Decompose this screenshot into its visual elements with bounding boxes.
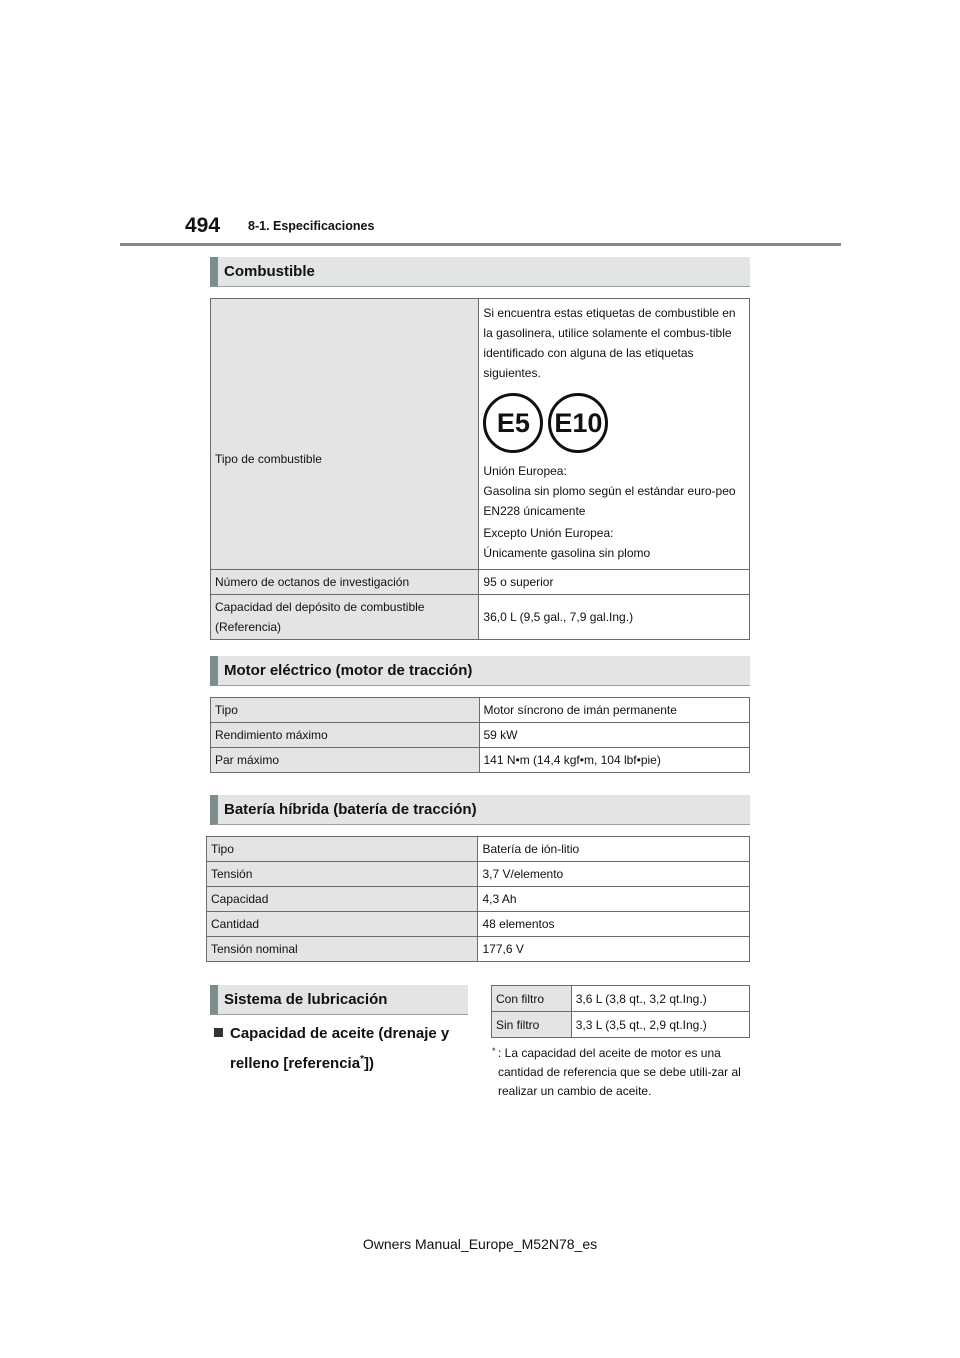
fuel-type-value: [479, 299, 750, 570]
oil-title-line2-post: ]): [363, 1055, 374, 1072]
octane-value: 95 o superior: [479, 570, 750, 595]
battery-nominal-voltage-label: Tensión nominal: [207, 937, 478, 962]
bullet-square-icon: [214, 1028, 223, 1037]
oil-footnote: [492, 1044, 748, 1101]
table-row: [492, 986, 750, 1012]
motor-power-label: Rendimiento máximo: [211, 723, 480, 748]
non-eu-title: Excepto Unión Europea:: [483, 526, 614, 540]
header-divider: [120, 243, 841, 246]
motor-torque-label: Par máximo: [211, 748, 480, 773]
battery-capacity-label: Capacidad: [207, 887, 478, 912]
tank-label: [211, 595, 479, 640]
fuel-table: [210, 298, 750, 640]
e5-label-icon: E5: [483, 393, 543, 453]
table-row: [207, 887, 750, 912]
table-row: [211, 299, 750, 570]
fuel-type-label-text: Tipo de combustible: [215, 452, 322, 466]
table-row: [207, 862, 750, 887]
section-title: 8-1. Especificaciones: [248, 219, 375, 233]
oil-capacity-title-line1: [214, 1021, 449, 1047]
battery-type-label: Tipo: [207, 837, 478, 862]
table-row: [211, 723, 750, 748]
e10-label-icon: E10: [548, 393, 608, 453]
motor-type-value: Motor síncrono de imán permanente: [479, 698, 750, 723]
oil-without-filter-value: 3,3 L (3,5 qt., 2,9 qt.Ing.): [571, 1012, 749, 1038]
fuel-type-label: [211, 299, 479, 570]
page-number: 494: [185, 214, 221, 237]
eu-text: Gasolina sin plomo según el estándar euro-peo EN228 únicamente: [483, 484, 736, 518]
octane-label: Número de octanos de investigación: [211, 570, 479, 595]
fuel-heading-text: Combustible: [224, 263, 315, 280]
oil-title-line2-pre: relleno [referencia: [230, 1055, 361, 1072]
battery-voltage-label: Tensión: [207, 862, 478, 887]
battery-capacity-value: 4,3 Ah: [478, 887, 750, 912]
battery-nominal-voltage-value: 177,6 V: [478, 937, 750, 962]
battery-quantity-value: 48 elementos: [478, 912, 750, 937]
battery-heading: [210, 795, 750, 825]
motor-power-value: 59 kW: [479, 723, 750, 748]
table-row: [207, 912, 750, 937]
oil-capacity-title: [214, 1021, 449, 1077]
motor-heading: [210, 656, 750, 686]
non-eu-text: Únicamente gasolina sin plomo: [483, 546, 651, 560]
footnote-text: : La capacidad del aceite de motor es una cantidad de referencia que se debe utili-zar al realizar un cambio de aceite.: [498, 1046, 741, 1098]
fuel-heading: [210, 257, 750, 287]
fuel-label-badges: [483, 393, 745, 453]
table-row: [211, 748, 750, 773]
motor-type-label: Tipo: [211, 698, 480, 723]
oil-table: [491, 985, 750, 1038]
motor-torque-value: 141 N•m (14,4 kgf•m, 104 lbf•pie): [479, 748, 750, 773]
motor-heading-text: Motor eléctrico (motor de tracción): [224, 662, 473, 679]
fuel-intro-text: Si encuentra estas etiquetas de combustible en la gasolinera, utilice solamente el combus-tible identificado con alguna de las etiquetas siguientes.: [483, 306, 736, 380]
oil-with-filter-label: Con filtro: [492, 986, 572, 1012]
table-row: [207, 837, 750, 862]
battery-table: [206, 836, 750, 962]
document-footer: Owners Manual_Europe_M52N78_es: [362, 1236, 598, 1252]
battery-heading-text: Batería híbrida (batería de tracción): [224, 801, 477, 818]
footnote-mark: *: [492, 1046, 496, 1056]
battery-voltage-value: 3,7 V/elemento: [478, 862, 750, 887]
eu-title: Unión Europea:: [483, 464, 567, 478]
tank-label-line2: (Referencia): [215, 620, 282, 634]
oil-title-line1-text: Capacidad de aceite (drenaje y: [230, 1025, 450, 1042]
tank-value: 36,0 L (9,5 gal., 7,9 gal.Ing.): [479, 595, 750, 640]
lubrication-heading-text: Sistema de lubricación: [224, 991, 388, 1008]
footnote-ref-mark: *: [360, 1054, 364, 1065]
oil-without-filter-label: Sin filtro: [492, 1012, 572, 1038]
battery-type-value: Batería de ión-litio: [478, 837, 750, 862]
table-row: [211, 698, 750, 723]
table-row: [211, 570, 750, 595]
tank-label-line1: Capacidad del depósito de combustible: [215, 600, 425, 614]
battery-quantity-label: Cantidad: [207, 912, 478, 937]
motor-table: [210, 697, 750, 773]
oil-with-filter-value: 3,6 L (3,8 qt., 3,2 qt.Ing.): [571, 986, 749, 1012]
table-row: [211, 595, 750, 640]
oil-capacity-title-line2: [214, 1047, 449, 1077]
lubrication-heading: [210, 985, 468, 1015]
table-row: [492, 1012, 750, 1038]
table-row: [207, 937, 750, 962]
